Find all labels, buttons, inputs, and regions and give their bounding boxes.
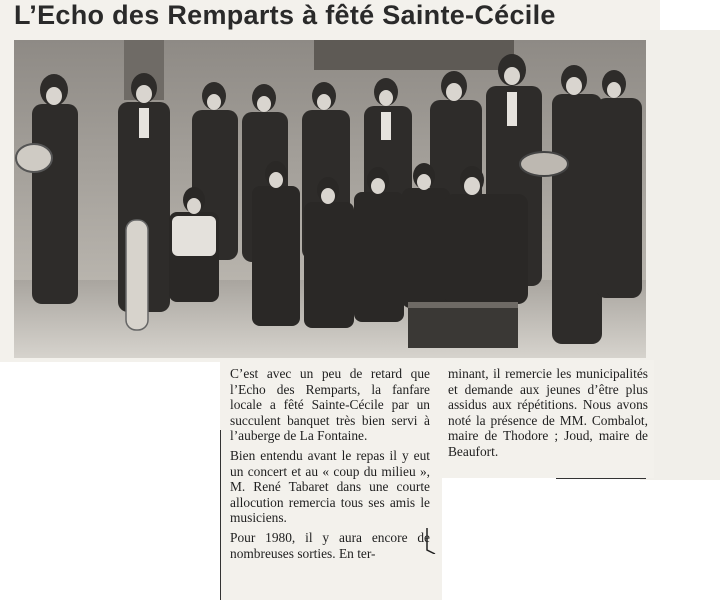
tear-mark-icon (425, 528, 437, 554)
article-paragraph: Pour 1980, il y aura encore de nombreuses sorties. En ter- (230, 529, 430, 561)
column-divider (220, 430, 221, 600)
group-photo-illustration (14, 40, 646, 358)
article-column-right (448, 366, 648, 464)
article-paragraph: Bien entendu avant le repas il y eut un concert et au « coup du milieu », M. René Tabaret dans une courte allocution remercia tous ses amis le musiciens. (230, 447, 430, 526)
article-headline: L’Echo des Remparts à fêté Sainte-Cécile (14, 0, 556, 30)
group-photo (14, 40, 646, 358)
bottom-rule (556, 478, 646, 479)
article-paragraph: C’est avec un peu de retard que l’Echo des Remparts, la fanfare locale a fêté Sainte-Cécile par un succulent banquet très bien servi à l’auberge de La Fontaine. (230, 366, 430, 444)
article-column-left (230, 366, 430, 565)
article-paragraph: minant, il remercie les municipalités et demande aux jeunes d’être plus assidus aux répétitions. Nous avons noté la présence de MM. Combalot, maire de Thodore ; Joud, maire de Beaufort. (448, 366, 648, 459)
